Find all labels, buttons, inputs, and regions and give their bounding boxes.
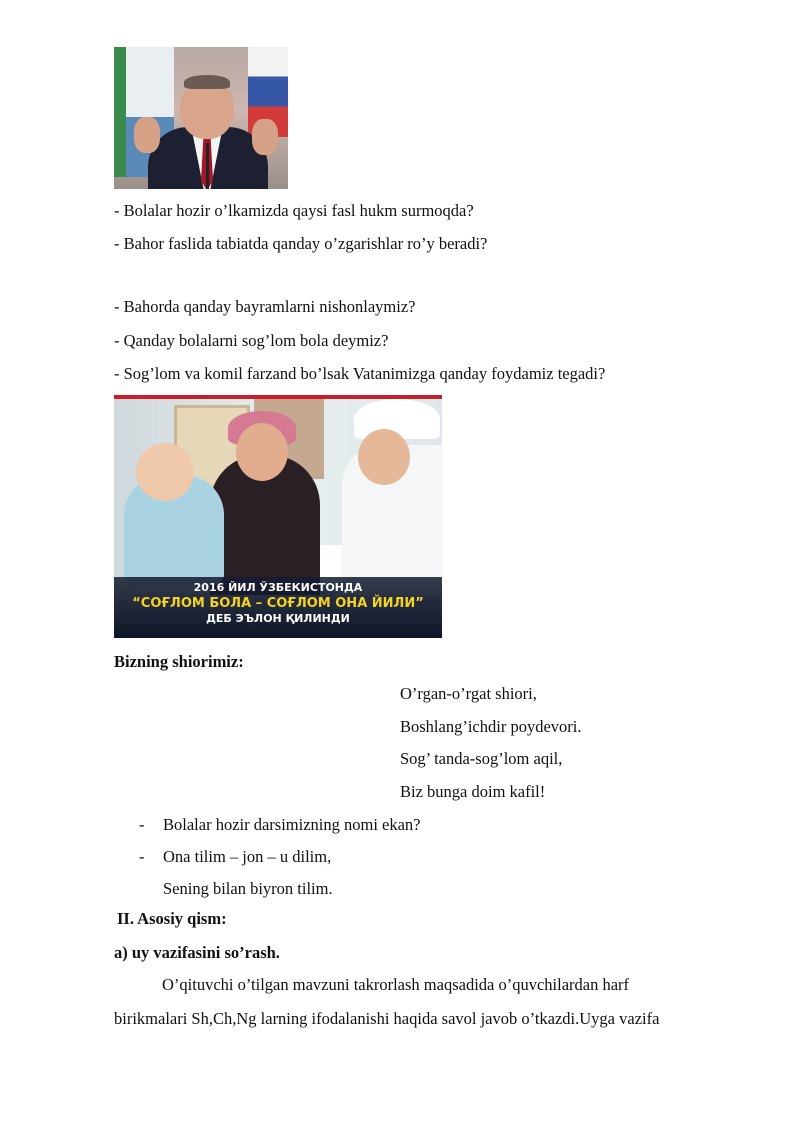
paragraph-line-2: birikmalari Sh,Ch,Ng larning ifodalanishi haqida savol javob o’tkazdi.Uyga vazifa [114,1009,660,1028]
paragraph-line-1: O’qituvchi o’tilgan mavzuni takrorlash maqsadida o’quvchilardan harf [162,975,630,994]
speaker-photo [114,47,288,189]
motto-line-1: O’rgan-o’rgat shiori, [400,684,537,703]
motto-line-3: Sog’ tanda-sog’lom aqil, [400,749,563,768]
subsection-heading: a) uy vazifasini so’rash. [114,943,280,962]
poster-caption [114,577,442,638]
question-1: - Bolalar hozir o’lkamizda qaysi fasl hukm surmoqda? [114,201,474,220]
motto-heading: Bizning shiorimiz: [114,652,244,671]
question-5: - Sog’lom va komil farzand bo’lsak Vatanimizga qanday foydamiz tegadi? [114,364,606,383]
poster-caption-line-3: ДЕБ ЭЪЛОН ҚИЛИНДИ [206,612,350,625]
motto-line-4: Biz bunga doim kafil! [400,782,546,801]
question-2: - Bahor faslida tabiatda qanday o’zgarishlar ro’y beradi? [114,234,488,253]
healthy-child-poster [114,395,442,638]
poster-caption-line-1: 2016 ЙИЛ ЎЗБЕКИСТОНДА [193,581,363,594]
dialogue-dash-2: - [139,847,145,866]
question-3: - Bahorda qanday bayramlarni nishonlaymiz? [114,297,416,316]
poster-caption-line-2: “СОҒЛОМ БОЛА – СОҒЛОМ ОНА ЙИЛИ” [132,596,424,611]
section-heading: II. Asosiy qism: [117,909,227,928]
question-4: - Qanday bolalarni sog’lom bola deymiz? [114,331,389,350]
dialogue-answer-1: Ona tilim – jon – u dilim, [163,847,332,866]
dialogue-dash-1: - [139,815,145,834]
dialogue-question: Bolalar hozir darsimizning nomi ekan? [163,815,421,834]
dialogue-answer-2: Sening bilan biyron tilim. [163,879,333,898]
motto-line-2: Boshlang’ichdir poydevori. [400,717,582,736]
